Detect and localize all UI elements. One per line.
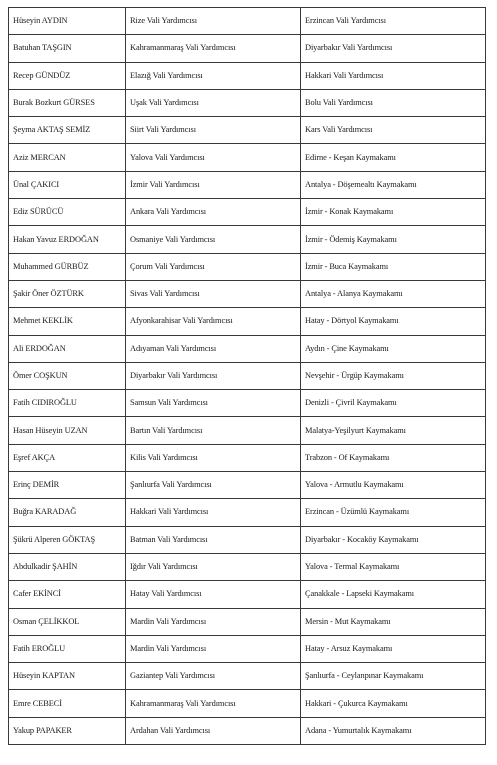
current-post-cell: Gaziantep Vali Yardımcısı bbox=[126, 663, 301, 690]
new-post-cell: Hatay - Dörtyol Kaymakamı bbox=[301, 308, 486, 335]
official-name-cell: Ömer COŞKUN bbox=[9, 362, 126, 389]
current-post-cell: Afyonkarahisar Vali Yardımcısı bbox=[126, 308, 301, 335]
new-post-cell: Diyarbakır Vali Yardımcısı bbox=[301, 35, 486, 62]
table-row bbox=[9, 144, 486, 171]
new-post-cell: Yalova - Armutlu Kaymakamı bbox=[301, 472, 486, 499]
current-post-cell: Elazığ Vali Yardımcısı bbox=[126, 62, 301, 89]
current-post-cell: Bartın Vali Yardımcısı bbox=[126, 417, 301, 444]
current-post-cell: İzmir Vali Yardımcısı bbox=[126, 171, 301, 198]
official-name-cell: Abdulkadir ŞAHİN bbox=[9, 553, 126, 580]
current-post-cell: Siirt Vali Yardımcısı bbox=[126, 117, 301, 144]
official-name-cell: Ediz SÜRÜCÜ bbox=[9, 199, 126, 226]
table-row bbox=[9, 417, 486, 444]
current-post-cell: Hatay Vali Yardımcısı bbox=[126, 581, 301, 608]
new-post-cell: Hatay - Arsuz Kaymakamı bbox=[301, 635, 486, 662]
table-row bbox=[9, 690, 486, 717]
official-name-cell: Şükrü Alperen GÖKTAŞ bbox=[9, 526, 126, 553]
official-name-cell: Cafer EKİNCİ bbox=[9, 581, 126, 608]
new-post-cell: Kars Vali Yardımcısı bbox=[301, 117, 486, 144]
current-post-cell: Mardin Vali Yardımcısı bbox=[126, 635, 301, 662]
table-row bbox=[9, 499, 486, 526]
table-row bbox=[9, 663, 486, 690]
table-row bbox=[9, 717, 486, 744]
new-post-cell: Yalova - Termal Kaymakamı bbox=[301, 553, 486, 580]
official-name-cell: Mehmet KEKLİK bbox=[9, 308, 126, 335]
table-row bbox=[9, 444, 486, 471]
table-row bbox=[9, 253, 486, 280]
official-name-cell: Emre CEBECİ bbox=[9, 690, 126, 717]
new-post-cell: Erzincan Vali Yardımcısı bbox=[301, 8, 486, 35]
new-post-cell: Bolu Vali Yardımcısı bbox=[301, 89, 486, 116]
new-post-cell: Antalya - Alanya Kaymakamı bbox=[301, 280, 486, 307]
table-row bbox=[9, 526, 486, 553]
official-name-cell: Eşref AKÇA bbox=[9, 444, 126, 471]
table-row bbox=[9, 62, 486, 89]
current-post-cell: Ankara Vali Yardımcısı bbox=[126, 199, 301, 226]
table-row bbox=[9, 335, 486, 362]
new-post-cell: Mersin - Mut Kaymakamı bbox=[301, 608, 486, 635]
current-post-cell: Sivas Vali Yardımcısı bbox=[126, 280, 301, 307]
current-post-cell: Batman Vali Yardımcısı bbox=[126, 526, 301, 553]
current-post-cell: Samsun Vali Yardımcısı bbox=[126, 390, 301, 417]
current-post-cell: Kahramanmaraş Vali Yardımcısı bbox=[126, 35, 301, 62]
table-row bbox=[9, 117, 486, 144]
table-row bbox=[9, 472, 486, 499]
official-name-cell: Hüseyin AYDIN bbox=[9, 8, 126, 35]
new-post-cell: Diyarbakır - Kocaköy Kaymakamı bbox=[301, 526, 486, 553]
table-row bbox=[9, 553, 486, 580]
new-post-cell: Hakkari - Çukurca Kaymakamı bbox=[301, 690, 486, 717]
official-name-cell: Fatih EROĞLU bbox=[9, 635, 126, 662]
table-row bbox=[9, 608, 486, 635]
current-post-cell: Iğdır Vali Yardımcısı bbox=[126, 553, 301, 580]
current-post-cell: Rize Vali Yardımcısı bbox=[126, 8, 301, 35]
appointments-table-body bbox=[9, 8, 486, 745]
table-row bbox=[9, 89, 486, 116]
new-post-cell: Erzincan - Üzümlü Kaymakamı bbox=[301, 499, 486, 526]
official-name-cell: Muhammed GÜRBÜZ bbox=[9, 253, 126, 280]
table-row bbox=[9, 308, 486, 335]
table-row bbox=[9, 171, 486, 198]
new-post-cell: Hakkari Vali Yardımcısı bbox=[301, 62, 486, 89]
current-post-cell: Osmaniye Vali Yardımcısı bbox=[126, 226, 301, 253]
new-post-cell: Malatya-Yeşilyurt Kaymakamı bbox=[301, 417, 486, 444]
official-name-cell: Hakan Yavuz ERDOĞAN bbox=[9, 226, 126, 253]
table-row bbox=[9, 280, 486, 307]
new-post-cell: Adana - Yumurtalık Kaymakamı bbox=[301, 717, 486, 744]
current-post-cell: Ardahan Vali Yardımcısı bbox=[126, 717, 301, 744]
new-post-cell: İzmir - Konak Kaymakamı bbox=[301, 199, 486, 226]
current-post-cell: Çorum Vali Yardımcısı bbox=[126, 253, 301, 280]
table-row bbox=[9, 390, 486, 417]
appointments-table bbox=[8, 7, 486, 745]
official-name-cell: Buğra KARADAĞ bbox=[9, 499, 126, 526]
new-post-cell: Çanakkale - Lapseki Kaymakamı bbox=[301, 581, 486, 608]
official-name-cell: Hüseyin KAPTAN bbox=[9, 663, 126, 690]
current-post-cell: Diyarbakır Vali Yardımcısı bbox=[126, 362, 301, 389]
new-post-cell: Şanlıurfa - Ceylanpınar Kaymakamı bbox=[301, 663, 486, 690]
official-name-cell: Hasan Hüseyin UZAN bbox=[9, 417, 126, 444]
table-row bbox=[9, 199, 486, 226]
current-post-cell: Kilis Vali Yardımcısı bbox=[126, 444, 301, 471]
current-post-cell: Yalova Vali Yardımcısı bbox=[126, 144, 301, 171]
new-post-cell: Nevşehir - Ürgüp Kaymakamı bbox=[301, 362, 486, 389]
official-name-cell: Batuhan TAŞGIN bbox=[9, 35, 126, 62]
current-post-cell: Hakkari Vali Yardımcısı bbox=[126, 499, 301, 526]
official-name-cell: Recep GÜNDÜZ bbox=[9, 62, 126, 89]
official-name-cell: Yakup PAPAKER bbox=[9, 717, 126, 744]
current-post-cell: Uşak Vali Yardımcısı bbox=[126, 89, 301, 116]
new-post-cell: Aydın - Çine Kaymakamı bbox=[301, 335, 486, 362]
official-name-cell: Şakir Öner ÖZTÜRK bbox=[9, 280, 126, 307]
official-name-cell: Erinç DEMİR bbox=[9, 472, 126, 499]
new-post-cell: Denizli - Çivril Kaymakamı bbox=[301, 390, 486, 417]
current-post-cell: Mardin Vali Yardımcısı bbox=[126, 608, 301, 635]
new-post-cell: Edirne - Keşan Kaymakamı bbox=[301, 144, 486, 171]
official-name-cell: Ünal ÇAKICI bbox=[9, 171, 126, 198]
table-row bbox=[9, 362, 486, 389]
table-row bbox=[9, 635, 486, 662]
new-post-cell: İzmir - Ödemiş Kaymakamı bbox=[301, 226, 486, 253]
new-post-cell: İzmir - Buca Kaymakamı bbox=[301, 253, 486, 280]
table-row bbox=[9, 581, 486, 608]
current-post-cell: Kahramanmaraş Vali Yardımcısı bbox=[126, 690, 301, 717]
official-name-cell: Burak Bozkurt GÜRSES bbox=[9, 89, 126, 116]
new-post-cell: Trabzon - Of Kaymakamı bbox=[301, 444, 486, 471]
official-name-cell: Ali ERDOĞAN bbox=[9, 335, 126, 362]
table-row bbox=[9, 226, 486, 253]
table-row bbox=[9, 35, 486, 62]
official-name-cell: Aziz MERCAN bbox=[9, 144, 126, 171]
new-post-cell: Antalya - Döşemealtı Kaymakamı bbox=[301, 171, 486, 198]
official-name-cell: Fatih CIDIROĞLU bbox=[9, 390, 126, 417]
official-name-cell: Osman ÇELİKKOL bbox=[9, 608, 126, 635]
current-post-cell: Adıyaman Vali Yardımcısı bbox=[126, 335, 301, 362]
official-name-cell: Şeyma AKTAŞ SEMİZ bbox=[9, 117, 126, 144]
current-post-cell: Şanlıurfa Vali Yardımcısı bbox=[126, 472, 301, 499]
table-row bbox=[9, 8, 486, 35]
